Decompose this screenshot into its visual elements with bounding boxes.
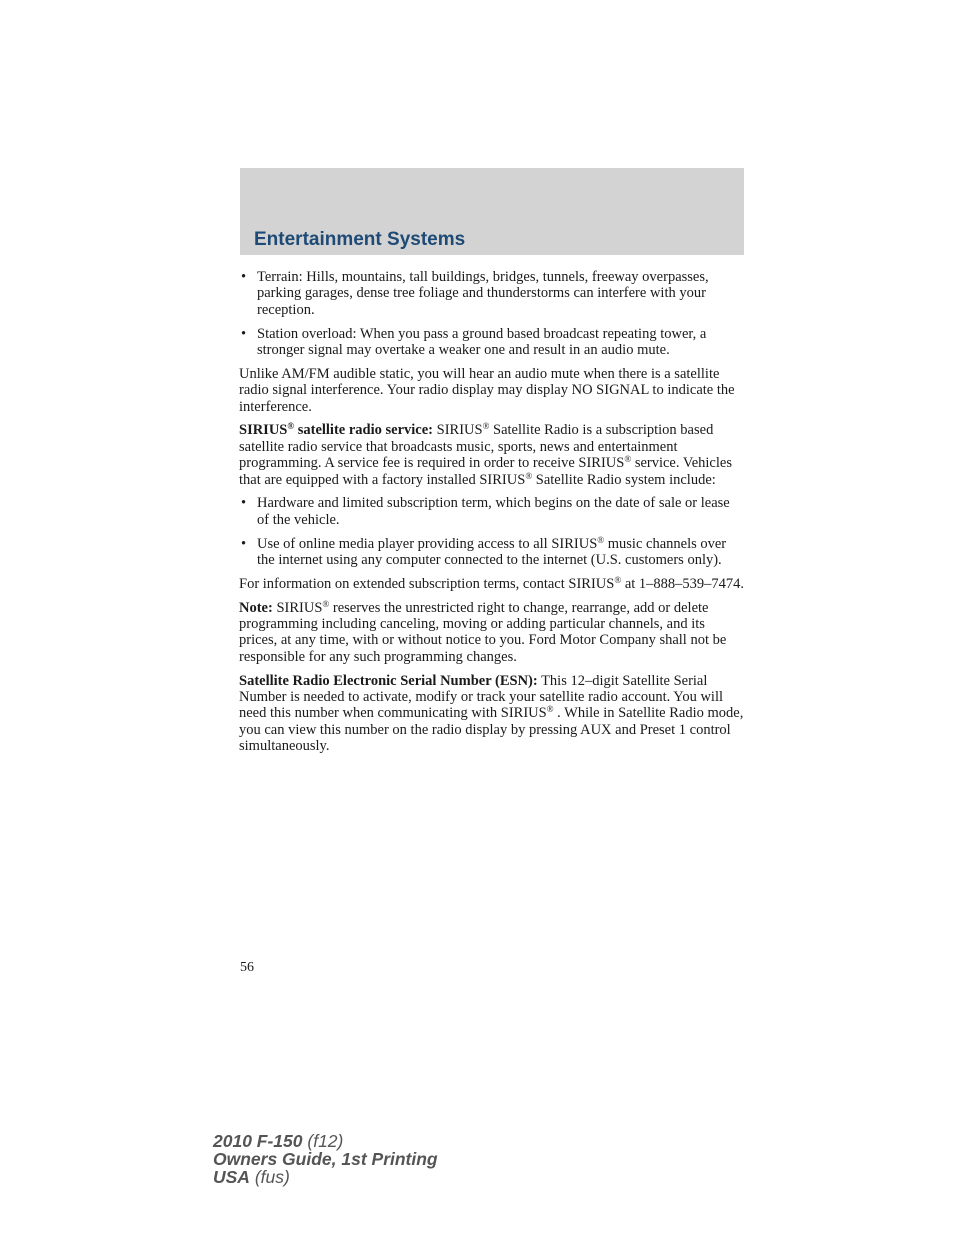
interference-paragraph: Unlike AM/FM audible static, you will hear an audio mute when there is a satellite radio signal interference. Your radio display may display NO SIGNAL to indicate the interference. — [239, 365, 735, 415]
note-label: Note: — [239, 599, 273, 616]
esn-paragraph: Satellite Radio Electronic Serial Number (ESN): This 12–digit Satellite Serial Number is needed to activate, modify or track your satellite radio account. You will need this number when communicating with SIRIUS® . While in Satellite Radio mode, you can view this number on the radio display by pressing AUX and Preset 1 control simultaneously. — [239, 672, 744, 755]
contact-paragraph: For information on extended subscription terms, contact SIRIUS® at 1–888–539–7474. — [239, 574, 745, 592]
footer-line-guide: Owners Guide, 1st Printing — [213, 1149, 438, 1169]
registered-mark: ® — [525, 470, 533, 481]
page-content — [239, 269, 745, 762]
registered-mark: ® — [546, 704, 554, 715]
list-item: • Hardware and limited subscription term, which begins on the date of sale or lease of the vehicle. — [239, 495, 745, 528]
registered-mark: ® — [624, 454, 632, 465]
registered-mark: ® — [482, 421, 490, 432]
sirius-service-heading: SIRIUS® satellite radio service: — [239, 421, 433, 439]
list-item: • Terrain: Hills, mountains, tall buildings, bridges, tunnels, freeway overpasses, parking garages, dense tree foliage and thunderstorms can interfere with your reception. — [239, 269, 745, 318]
reception-factors-list — [239, 269, 745, 358]
sirius-service-paragraph: SIRIUS® satellite radio service: SIRIUS® Satellite Radio is a subscription based satellite radio service that broadcasts music, sports, news and entertainment programming. A service fee is required in order to receive SIRIUS® service. Vehicles that are equipped with a factory installed SIRIUS® Satellite Radio system include: — [239, 421, 732, 488]
footer-line-region: USA (fus) — [213, 1167, 290, 1187]
registered-mark: ® — [287, 421, 295, 432]
footer-line-model: 2010 F-150 (f12) — [213, 1131, 344, 1151]
note-paragraph: Note: SIRIUS® reserves the unrestricted right to change, rearrange, add or delete programming including canceling, moving or adding particular channels, and its prices, at any time, with or without notice to you. Ford Motor Company shall not be responsible for any such programming changes. — [239, 598, 727, 665]
registered-mark: ® — [614, 574, 622, 585]
document-footer — [213, 1132, 438, 1186]
registered-mark: ® — [322, 598, 330, 609]
section-header-band — [240, 168, 744, 255]
esn-heading: Satellite Radio Electronic Serial Number (ESN): — [239, 672, 538, 689]
list-item: • Station overload: When you pass a ground based broadcast repeating tower, a stronger signal may overtake a weaker one and result in an audio mute. — [239, 326, 745, 359]
page-number: 56 — [240, 960, 254, 975]
list-item: • Use of online media player providing access to all SIRIUS® music channels over the internet using any computer connected to the internet (U.S. customers only). — [239, 536, 745, 569]
section-title: Entertainment Systems — [254, 229, 466, 250]
system-includes-list — [239, 495, 745, 568]
registered-mark: ® — [597, 534, 605, 545]
